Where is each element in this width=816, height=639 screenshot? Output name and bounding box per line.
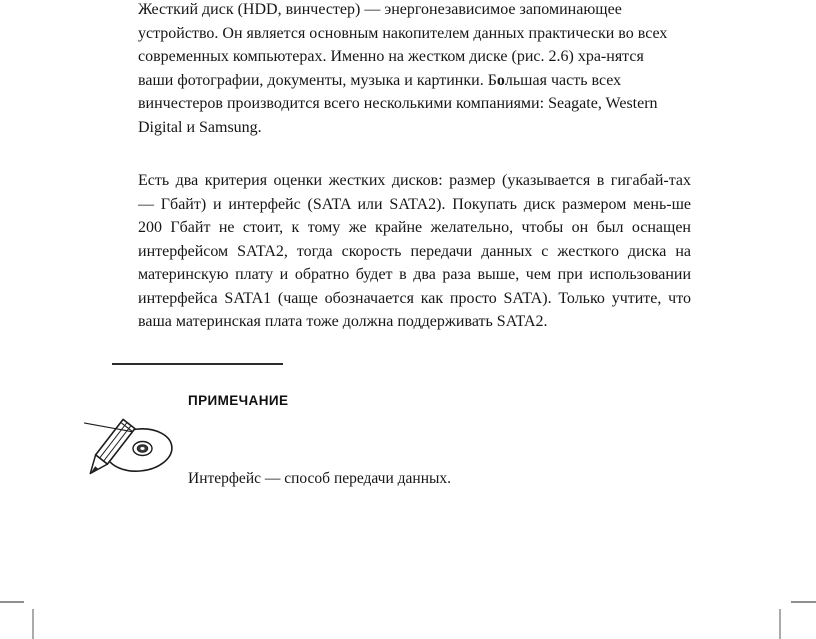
text-line: винчестеров производится всего несколькими компаниями: Seagate, Western: [138, 95, 658, 112]
note-separator-line: [112, 363, 283, 365]
text-line: ваша материнская плата тоже должна поддерживать SATA2.: [138, 313, 548, 330]
note-heading: ПРИМЕЧАНИЕ: [188, 393, 289, 408]
text-line: Есть два критерия оценки жестких дисков: размер (указывается в гигабай-тах: [138, 172, 691, 189]
paragraph-hdd-intro: [138, 0, 691, 139]
text-boundary-mark: [791, 601, 816, 603]
text-boundary-mark: [0, 601, 24, 603]
stressed-letter: о: [496, 71, 505, 89]
paragraph-hdd-criteria: [138, 169, 691, 334]
text-line: 200 Гбайт не стоит, к тому же крайне желательно, чтобы он был оснащен: [138, 219, 691, 236]
pencil-cd-icon: [84, 418, 176, 482]
text-line: Жесткий диск (HDD, винчестер) — энергонезависимое запоминающее: [138, 1, 622, 18]
text-line: Digital и Samsung.: [138, 118, 262, 136]
text-line: устройство. Он является основным накопителем данных практически во всех: [138, 24, 668, 42]
note-text: Интерфейс — способ передачи данных.: [188, 470, 452, 487]
text-segment: ваши фотографии, документы, музыка и картинки. Б: [138, 71, 497, 89]
text-line: материнскую плату и обратно будет в два раза выше, чем при использовании: [138, 266, 691, 283]
text-line: интерфейсом SATA2, тогда скорость передачи данных с жесткого диска на: [138, 242, 691, 260]
text-boundary-mark: [779, 609, 781, 639]
text-line: — Гбайт) и интерфейс (SATA или SATA2). Покупать диск размером мень-ше: [138, 195, 691, 213]
text-boundary-mark: [32, 609, 34, 639]
text-line: интерфейса SATA1 (чаще обозначается как просто SATA). Только учтите, что: [138, 289, 691, 307]
text-line: современных компьютерах. Именно на жестком диске (рис. 2.6) хра-нятся: [138, 48, 644, 65]
text-segment: льшая часть всех: [504, 71, 622, 89]
text-line: [138, 69, 691, 93]
